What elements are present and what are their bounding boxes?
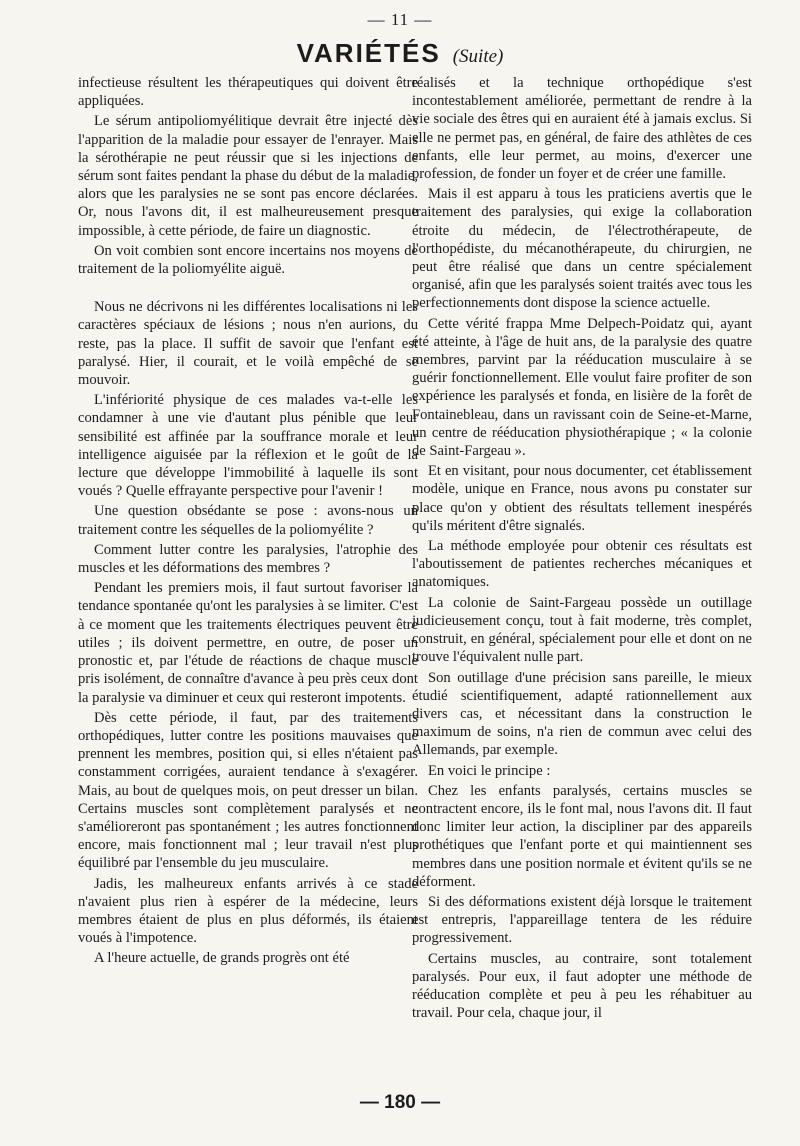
right-column — [412, 74, 752, 1024]
paragraph: Et en visitant, pour nous documenter, cet établissement modèle, unique en France, nous avons pu constater sur place qu'on y obtient des résultats tellement inespérés qu'ils méritent d'être signalés. — [412, 463, 752, 534]
paragraph: réalisés et la technique orthopédique s'est incontestablement améliorée, permettant de rendre à la vie sociale des êtres qui en auraient été à jamais exclus. Si elle ne permet pas, en général, de faire des athlètes de ces enfants, elle leur permet, au moins, d'exercer une profession, de fonder un foyer et de créer une famille. — [412, 75, 752, 183]
left-column — [78, 74, 418, 970]
paragraph: La colonie de Saint-Fargeau possède un outillage judicieusement conçu, tout à fait moderne, très complet, construit, en général, spécialement pour elle et dont on ne trouve l'équivalent nulle part. — [412, 594, 752, 666]
paragraph: Cette vérité frappa Mme Delpech-Poidatz qui, ayant été atteinte, à l'âge de huit ans, de la paralysie des quatre membres, parvint par la rééducation musculaire à se guérir fonctionnellement. Elle voulut faire profiter de son expérience les paralysés et fonda, en lisière de la forêt de Fontainebleau, dans un ravissant coin de Seine-et-Marne, un centre de rééducation physiothérapique ; « la colonie de Saint-Fargeau ». — [412, 315, 752, 460]
paragraph: La méthode employée pour obtenir ces résultats est l'aboutissement de patientes recherches mécaniques et anatomiques. — [412, 538, 752, 591]
bottom-page-number: — 180 — — [359, 1092, 441, 1113]
paragraph: Jadis, les malheureux enfants arrivés à ce stade n'avaient plus rien à espérer de la médecine, leurs membres étaient de plus en plus déformés, ils étaient voués à l'impotence. — [78, 875, 418, 947]
paragraph: Le sérum antipoliomyélitique devrait être injecté dès l'apparition de la maladie pour essayer de l'enrayer. Mais la sérothérapie ne peut réussir que si les injections de sérum sont faites pendant la phase du début de la maladie, alors que les paralysies ne se sont pas encore déclarées. Or, nous l'avons dit, il est malheureusement presque impossible, à cette période, de faire un diagnostic. — [78, 113, 418, 239]
paragraph: Son outillage d'une précision sans pareille, le mieux étudié scientifiquement, adapté rationnellement aux divers cas, et nécessitant dans la construction le maximum de soins, n'a rien de commun avec celui des Allemands, par exemple. — [412, 669, 752, 759]
paragraph: Certains muscles, au contraire, sont totalement paralysés. Pour eux, il faut adopter une méthode de rééducation complète et peu à peu les réhabituer au travail. Pour cela, chaque jour, il — [412, 950, 752, 1022]
paragraph: Pendant les premiers mois, il faut surtout favoriser la tendance spontanée qu'ont les paralysies à se limiter. C'est à ce moment que les traitements électriques peuvent être utiles ; ils doivent permettre, en outre, de poser un pronostic et, par l'étude de réactions de chaque muscle pris isolément, de connaître d'avance à peu près ceux dont la paralysie va diminuer et ceux qui resteront impotents. — [78, 580, 418, 706]
paragraph: On voit combien sont encore incertains nos moyens de traitement de la poliomyélite aiguë. — [78, 242, 418, 278]
paragraph: Nous ne décrivons ni les différentes localisations ni les caractères spéciaux de lésions ; nous n'en aurions, du reste, pas la place. Il suffit de savoir que l'enfant est paralysé. Hier, il courait, et le voilà empêché de se mouvoir. — [78, 299, 418, 389]
section-header — [0, 36, 800, 75]
paragraph: infectieuse résultent les thérapeutiques qui doivent être appliquées. — [78, 75, 418, 110]
paragraph: Si des déformations existent déjà lorsque le traitement est entrepris, l'appareillage tentera de les réduire progressivement. — [412, 893, 752, 947]
header-title: VARIÉTÉS — [296, 38, 441, 68]
paragraph: En voici le principe : — [428, 762, 551, 779]
paragraph: Dès cette période, il faut, par des traitements orthopédiques, lutter contre les positions mauvaises que prennent les membres, position qui, si elles n'étaient pas constamment corrigées, auraient tendance à s'exagérer. Mais, au bout de quelques mois, on peut dresser un bilan. Certains muscles sont complètement paralysés et ne s'amélioreront pas spontanément ; les autres fonctionnent encore, mais fonctionnent mal ; leur travail n'est plus équilibré par l'ensemble du jeu musculaire. — [78, 709, 418, 872]
paragraph: A l'heure actuelle, de grands progrès ont été — [94, 950, 350, 967]
paragraph: L'infériorité physique de ces malades va-t-elle les condamner à une vie d'autant plus pénible que leur sensibilité est affinée par la souffrance morale et leur intelligence aiguisée par la réflexion et le goût de la lecture que développe l'immobilité à laquelle ils sont voués ? Quelle effrayante perspective pour l'avenir ! — [78, 392, 418, 500]
paragraph: Une question obsédante se pose : avons-nous un traitement contre les séquelles de la poliomyélite ? — [78, 503, 418, 538]
header-suite: (Suite) — [452, 46, 504, 67]
paragraph: Comment lutter contre les paralysies, l'atrophie des muscles et les déformations des membres ? — [78, 541, 418, 577]
top-page-number: — 11 — — [367, 10, 433, 29]
paragraph: Mais il est apparu à tous les praticiens avertis que le traitement des paralysies, qui exige la collaboration étroite du médecin, de l'électrothérapeute, de l'orthopédiste, du mécanothérapeute, du chirurgien, ne peut être réalisé que dans un centre spécialement organisé, afin que les paralysés soient traités avec tous les perfectionnements dont dispose la science actuelle. — [412, 186, 752, 312]
paragraph: Chez les enfants paralysés, certains muscles se contractent encore, ils le font mal, nous l'avons dit. Il faut donc limiter leur action, la discipliner par des appareils prothétiques que l'enfant porte et qui maintiennent ses membres dans une position normale et évitent qu'ils se ne déforment. — [412, 782, 752, 890]
